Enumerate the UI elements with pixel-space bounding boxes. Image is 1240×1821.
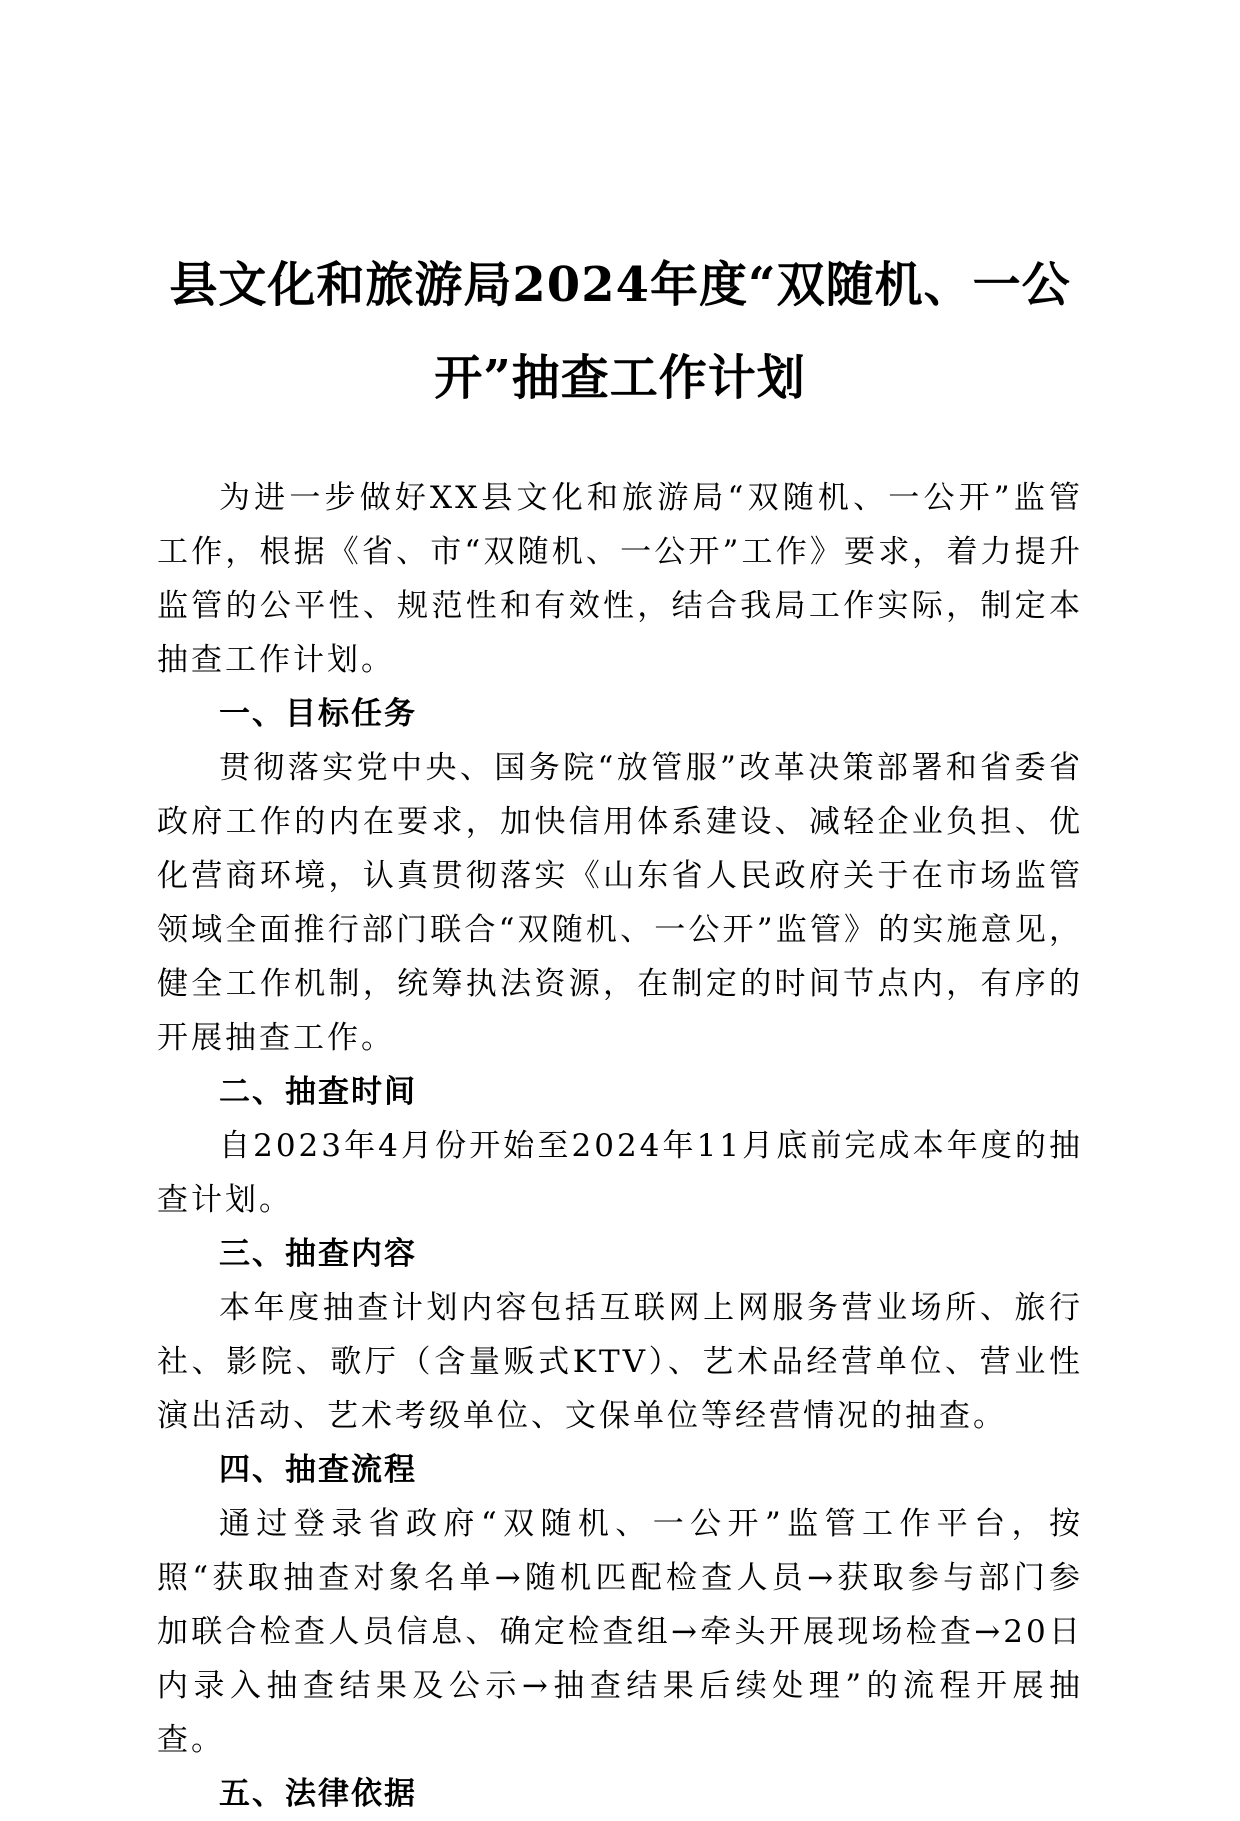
section-heading-process: 四、抽查流程 [219,1452,417,1488]
document-body [157,471,1083,1821]
section-heading-content: 三、抽查内容 [219,1236,417,1272]
section-paragraph-process: 通过登录省政府“双随机、一公开”监管工作平台，按照“获取抽查对象名单→随机匹配检查人员→获取参与部门参加联合检查人员信息、确定检查组→牵头开展现场检查→20日内录入抽查结果及公示→抽查结果后续处理”的流程开展抽查。 [157,1506,1083,1758]
section-heading-legal-basis: 五、法律依据 [219,1776,417,1812]
document-title-line-1: 县文化和旅游局2024年度“双随机、一公 [169,257,1071,313]
section-paragraph-goals: 贯彻落实党中央、国务院“放管服”改革决策部署和省委省政府工作的内在要求，加快信用体系建设、减轻企业负担、优化营商环境，认真贯彻落实《山东省人民政府关于在市场监管领域全面推行部门联合“双随机、一公开”监管》的实施意见，健全工作机制，统筹执法资源，在制定的时间节点内，有序的开展抽查工作。 [157,750,1083,1056]
section-paragraph-content: 本年度抽查计划内容包括互联网上网服务营业场所、旅行社、影院、歌厅（含量贩式KTV）、艺术品经营单位、营业性演出活动、艺术考级单位、文保单位等经营情况的抽查。 [157,1290,1083,1434]
intro-paragraph: 为进一步做好XX县文化和旅游局“双随机、一公开”监管工作，根据《省、市“双随机、一公开”工作》要求，着力提升监管的公平性、规范性和有效性，结合我局工作实际，制定本抽查工作计划。 [157,480,1083,678]
document-title-line-2: 开”抽查工作计划 [434,350,806,406]
section-heading-time: 二、抽查时间 [219,1074,417,1110]
section-paragraph-time: 自2023年4月份开始至2024年11月底前完成本年度的抽查计划。 [157,1128,1083,1218]
section-heading-goals: 一、目标任务 [219,696,417,732]
